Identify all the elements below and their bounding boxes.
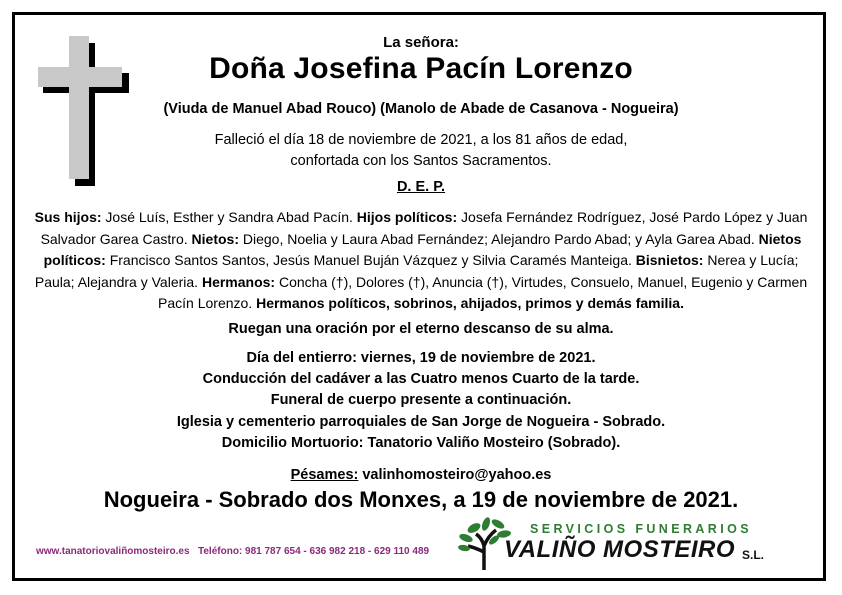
death-line-1: Falleció el día 18 de noviembre de 2021, a los 81 años de edad, — [214, 132, 628, 148]
condolences — [20, 467, 822, 483]
hermanos-label: Hermanos: — [201, 273, 276, 290]
company-logo — [458, 516, 798, 572]
mortuary-address: Domicilio Mortuorio: Tanatorio Valiño Mosteiro (Sobrado). — [221, 434, 621, 451]
funeral-details — [20, 348, 822, 454]
hijos-label: Sus hijos: — [34, 209, 102, 225]
church-cemetery: Iglesia y cementerio parroquiales de San Jorge de Nogueira - Sobrado. — [176, 413, 666, 430]
nietos-politicos-label: Nietos políticos: — [43, 230, 802, 269]
nietos-label: Nietos: — [191, 230, 239, 247]
logo-tagline: SERVICIOS FUNERARIOS — [530, 522, 752, 536]
hijos-politicos-names: Josefa Fernández Rodríguez, José Pardo López y Juan Salvador Garea Castro. — [40, 209, 808, 247]
burial-day: Día del entierro: viernes, 19 de noviembre de 2021. — [246, 350, 596, 366]
funeral-service: Funeral de cuerpo presente a continuación. — [270, 392, 572, 409]
condolences-label: Pésames: — [290, 467, 359, 483]
logo-company-name: VALIÑO MOSTEIRO — [504, 536, 736, 563]
nietos-politicos-names: Francisco Santos Santos, Jesús Manuel Buján Vázquez y Silvia Caramés Manteiga. — [105, 252, 636, 269]
bisnietos-label: Bisnietos: — [635, 252, 704, 269]
deceased-subtitle: (Viuda de Manuel Abad Rouco) (Manolo de Abade de Casanova - Nogueira) — [163, 101, 679, 117]
condolences-email[interactable]: valinhomosteiro@yahoo.es — [358, 467, 552, 483]
hermanos-names: Concha (†), Dolores (†), Anuncia (†), Virtudes, Consuelo, Manuel, Eugenio y Carmen Pacín Lorenzo. — [158, 273, 808, 312]
death-notice — [20, 130, 822, 172]
intro-label: La señora: — [383, 34, 459, 51]
dep-label: D. E. P. — [396, 179, 446, 195]
logo-company-suffix: S.L. — [742, 548, 765, 562]
deceased-name: Doña Josefina Pacín Lorenzo — [209, 52, 633, 85]
other-family: Hermanos políticos, sobrinos, ahijados, primos y demás familia. — [256, 295, 684, 312]
website-link[interactable]: www.tanatoriovaliñomosteiro.es — [36, 546, 190, 557]
place-date: Nogueira - Sobrado dos Monxes, a 19 de noviembre de 2021. — [103, 487, 739, 512]
phone-numbers: Teléfono: 981 787 654 - 636 982 218 - 629 110 489 — [198, 546, 430, 557]
nietos-names: Diego, Noelia y Laura Abad Fernández; Alejandro Pardo Abad; y Ayla Garea Abad. — [238, 230, 759, 247]
hijos-names: José Luís, Esther y Sandra Abad Pacín. — [101, 209, 357, 225]
procession-time: Conducción del cadáver a las Cuatro menos Cuarto de la tarde. — [202, 371, 640, 388]
bisnietos-names: Nerea y Lucía; Paula; Alejandra y Valeria. — [34, 252, 799, 290]
death-line-2: confortada con los Santos Sacramentos. — [290, 153, 552, 169]
prayer-request: Ruegan una oración por el eterno descanso de su alma. — [228, 321, 614, 337]
hijos-politicos-label: Hijos políticos: — [356, 209, 458, 225]
family-paragraph — [26, 207, 816, 315]
